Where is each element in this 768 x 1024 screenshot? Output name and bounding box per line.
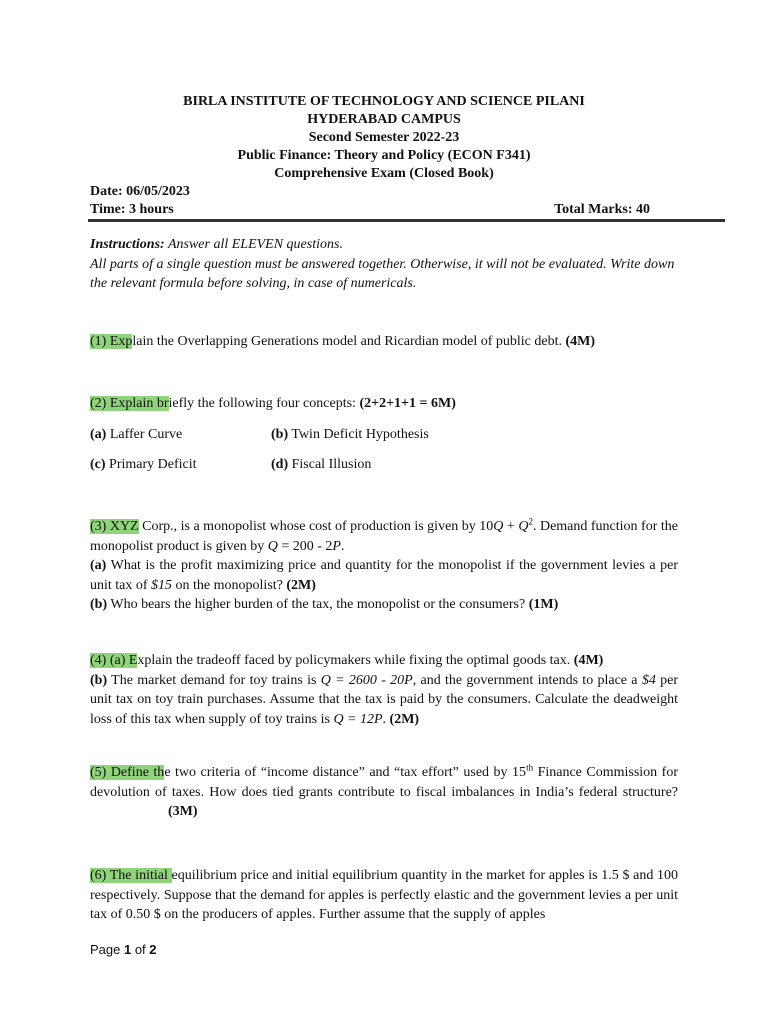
question-4 bbox=[90, 651, 678, 729]
page-footer bbox=[90, 942, 157, 957]
q4-b-text-3: per unit tax on toy train purchases. Assume that the tax is paid by the consumers. Calculate the deadweight loss of this tax when supply of toy trains is bbox=[90, 672, 678, 727]
q2-d-label: (d) bbox=[271, 457, 289, 472]
q6-highlight: (6) The initial bbox=[90, 868, 172, 883]
q2-text: iefly the following four concepts: bbox=[168, 396, 360, 411]
q2-b-text: Twin Deficit Hypothesis bbox=[288, 427, 429, 442]
date-row bbox=[90, 184, 650, 200]
q3-var-p: P bbox=[332, 538, 341, 554]
q4-b-text-1: The market demand for toy trains is bbox=[107, 672, 321, 688]
q1-marks: (4M) bbox=[565, 334, 596, 349]
q5-text-2: Finance Commission for devolution of taxes. How does tied grants contribute to fiscal imbalances in India’s federal structure? bbox=[90, 765, 679, 800]
q4-b-supply-eq: Q = 12P bbox=[333, 711, 383, 727]
q3-var-q3: Q bbox=[267, 538, 278, 554]
q3-text-4: = 200 - 2 bbox=[277, 538, 333, 554]
q3-b-label: (b) bbox=[90, 597, 108, 612]
q4-b-tax: $4 bbox=[641, 672, 656, 688]
q2-highlight: (2) Explain br bbox=[90, 396, 169, 411]
q4-b-text-2: , and the government intends to place a bbox=[412, 672, 642, 688]
exam-date: Date: 06/05/2023 bbox=[90, 184, 190, 199]
q3-a-marks: (2M) bbox=[286, 577, 316, 593]
footer-of-word: of bbox=[131, 942, 150, 957]
q3-a-tax: $15 bbox=[151, 577, 173, 593]
q3-a-text-2: on the monopolist? bbox=[172, 577, 287, 593]
instructions bbox=[90, 235, 678, 294]
q3-text-1: Corp., is a monopolist whose cost of production is given by 10 bbox=[138, 519, 494, 534]
q3-text-5: . bbox=[340, 538, 345, 554]
q3-superscript: 2 bbox=[528, 516, 533, 527]
q3-text-2: + bbox=[503, 519, 519, 534]
footer-page-word: Page bbox=[90, 942, 124, 957]
exam-time: Time: 3 hours bbox=[90, 202, 174, 217]
instructions-line1: Answer all ELEVEN questions. bbox=[164, 237, 343, 252]
q5-text-1: e two criteria of “income distance” and “tax effort” used by 15 bbox=[164, 765, 527, 780]
q4-b-label: (b) bbox=[90, 672, 108, 688]
header-divider bbox=[88, 219, 725, 222]
q3-highlight: (3) XYZ bbox=[90, 519, 139, 534]
q1-text: lain the Overlapping Generations model and Ricardian model of public debt. bbox=[132, 334, 566, 349]
q2-row-2 bbox=[90, 455, 678, 475]
q2-marks: (2+2+1+1 = 6M) bbox=[359, 396, 456, 411]
q3-var-q: Q bbox=[493, 519, 504, 534]
question-5 bbox=[90, 763, 678, 822]
instructions-line2: All parts of a single question must be answered together. Otherwise, it will not be evaluated. Write down the relevant formula before solving, in case of numericals. bbox=[90, 256, 675, 291]
q4-b-marks: (2M) bbox=[389, 711, 420, 727]
q3-a-label: (a) bbox=[90, 558, 107, 573]
campus-name: HYDERABAD CAMPUS bbox=[307, 112, 461, 127]
q3-b-text: Who bears the higher burden of the tax, the monopolist or the consumers? bbox=[107, 597, 529, 612]
course-title: Public Finance: Theory and Policy (ECON F341) bbox=[237, 148, 531, 163]
exam-header bbox=[0, 93, 768, 183]
exam-title: Comprehensive Exam (Closed Book) bbox=[274, 166, 494, 181]
q2-c-label: (c) bbox=[90, 457, 106, 472]
question-3 bbox=[90, 517, 678, 615]
q2-a-text: Laffer Curve bbox=[106, 427, 183, 442]
q3-a-text-1: What is the profit maximizing price and quantity for the monopolist if the government levies a per unit tax of bbox=[90, 558, 678, 593]
q2-b-label: (b) bbox=[271, 427, 289, 442]
time-row bbox=[90, 202, 650, 218]
q4-a-text: xplain the tradeoff faced by policymakers while fixing the optimal goods tax. bbox=[137, 653, 574, 668]
q5-superscript: th bbox=[526, 762, 534, 773]
footer-current-page: 1 bbox=[123, 942, 132, 957]
q2-d-text: Fiscal Illusion bbox=[288, 457, 372, 472]
q6-text: equilibrium price and initial equilibrium quantity in the market for apples is 1.5 $ and 100 respectively. Suppose that the demand for apples is perfectly elastic and the government levies a per unit tax of 0.50 $ on the producers of apples. Further assume that the supply of apples bbox=[90, 868, 679, 922]
total-marks: Total Marks: 40 bbox=[554, 202, 650, 217]
semester: Second Semester 2022-23 bbox=[308, 130, 460, 145]
q5-highlight: (5) Define th bbox=[90, 765, 165, 780]
footer-total-pages: 2 bbox=[149, 942, 157, 957]
institute-name: BIRLA INSTITUTE OF TECHNOLOGY AND SCIENCE PILANI bbox=[183, 94, 585, 109]
q3-b-marks: (1M) bbox=[528, 597, 559, 612]
q4-b-demand-eq: Q = 2600 - 20P bbox=[320, 672, 413, 688]
q3-text-3: . Demand function for the monopolist product is given by bbox=[90, 519, 678, 554]
q2-c-text: Primary Deficit bbox=[105, 457, 197, 472]
q4-b-text-4: . bbox=[382, 711, 390, 727]
q2-row-1 bbox=[90, 425, 678, 445]
question-2 bbox=[90, 394, 678, 414]
q2-a-label: (a) bbox=[90, 427, 107, 442]
q3-var-q2: Q bbox=[518, 519, 529, 534]
q1-highlight: (1) Exp bbox=[90, 334, 133, 349]
q4-highlight: (4) (a) E bbox=[90, 653, 138, 668]
question-1 bbox=[90, 332, 678, 352]
q4-a-marks: (4M) bbox=[573, 653, 604, 668]
question-6 bbox=[90, 866, 678, 925]
q5-marks: (3M) bbox=[168, 804, 198, 819]
instructions-label: Instructions: bbox=[90, 237, 165, 252]
